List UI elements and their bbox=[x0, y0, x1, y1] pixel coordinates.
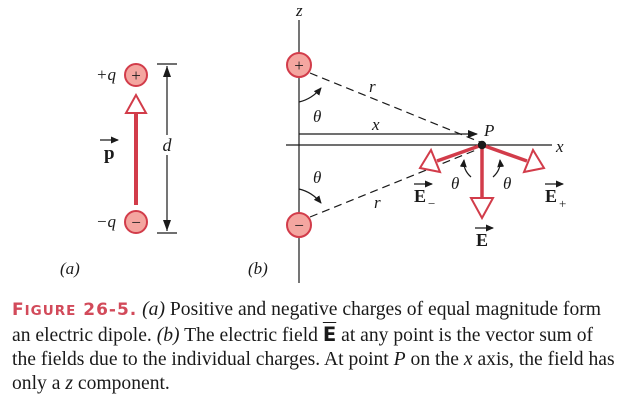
theta-arc-right bbox=[493, 160, 500, 177]
positive-charge-b bbox=[287, 53, 311, 77]
caption-point: P bbox=[393, 349, 406, 370]
field-e-total bbox=[471, 145, 493, 218]
e-total-label: E bbox=[476, 230, 489, 250]
theta-label-top: θ bbox=[313, 107, 322, 126]
label-minus-q: −q bbox=[96, 212, 116, 231]
positive-charge-a bbox=[125, 64, 147, 86]
theta-label-bottom: θ bbox=[313, 168, 322, 187]
e-plus-subscript: + bbox=[559, 196, 567, 211]
caption-text-1: Positive and negative charges of equal magnitude form an electric dipole. bbox=[12, 299, 602, 346]
caption-text-6: component. bbox=[72, 373, 170, 394]
negative-charge-a bbox=[125, 211, 147, 233]
label-plus-q: +q bbox=[96, 65, 116, 84]
minus-sign: − bbox=[131, 213, 141, 232]
point-p bbox=[478, 141, 486, 149]
panel-b-tag: (b) bbox=[248, 259, 268, 278]
r-line-top bbox=[310, 73, 480, 142]
d-arrow-down bbox=[163, 220, 171, 231]
point-p-label: P bbox=[484, 121, 495, 140]
x-distance-label: x bbox=[372, 115, 380, 134]
r-label-bottom: r bbox=[374, 193, 381, 212]
theta-arc-top bbox=[299, 88, 321, 102]
caption-part-b: (b) bbox=[156, 325, 180, 346]
x-axis-label: x bbox=[556, 137, 564, 156]
caption-text-5: axis, the field has only a bbox=[12, 349, 615, 394]
negative-charge-b bbox=[287, 213, 311, 237]
theta-label-left: θ bbox=[451, 174, 460, 193]
e-minus-subscript: − bbox=[428, 196, 436, 211]
panel-a-tag: (a) bbox=[60, 259, 80, 278]
theta-arc-bottom bbox=[299, 189, 321, 203]
z-axis-label: z bbox=[296, 1, 303, 20]
panel-a bbox=[60, 64, 177, 278]
caption-text-2: The electric field bbox=[179, 325, 323, 346]
caption-axis-z: z bbox=[65, 373, 73, 394]
field-e-minus bbox=[420, 145, 482, 172]
figure-caption bbox=[12, 298, 617, 396]
minus-sign-b: − bbox=[294, 216, 304, 235]
dipole-moment-arrowhead bbox=[126, 95, 146, 113]
e-minus-label: E bbox=[414, 186, 427, 206]
label-p: p bbox=[104, 143, 115, 164]
plus-sign-b: + bbox=[294, 56, 304, 75]
caption-text-3: at any point is the vector sum of the fields due to the individual charges. At point bbox=[12, 325, 594, 370]
caption-figure-label: FIGURE 26-5. bbox=[12, 300, 138, 320]
caption-part-a: (a) bbox=[142, 299, 165, 320]
theta-label-right: θ bbox=[503, 174, 512, 193]
field-e-plus bbox=[482, 145, 544, 172]
panel-b bbox=[248, 1, 566, 283]
plus-sign: + bbox=[131, 66, 141, 85]
label-d: d bbox=[162, 135, 172, 155]
r-label-top: r bbox=[369, 77, 376, 96]
e-plus-label: E bbox=[545, 186, 558, 206]
d-arrow-up bbox=[163, 66, 171, 77]
caption-text-4: on the bbox=[405, 349, 464, 370]
caption-field-symbol: $\overline{E}$ bbox=[322, 323, 337, 346]
theta-arc-left bbox=[464, 160, 471, 177]
caption-axis-x: x bbox=[463, 349, 473, 370]
